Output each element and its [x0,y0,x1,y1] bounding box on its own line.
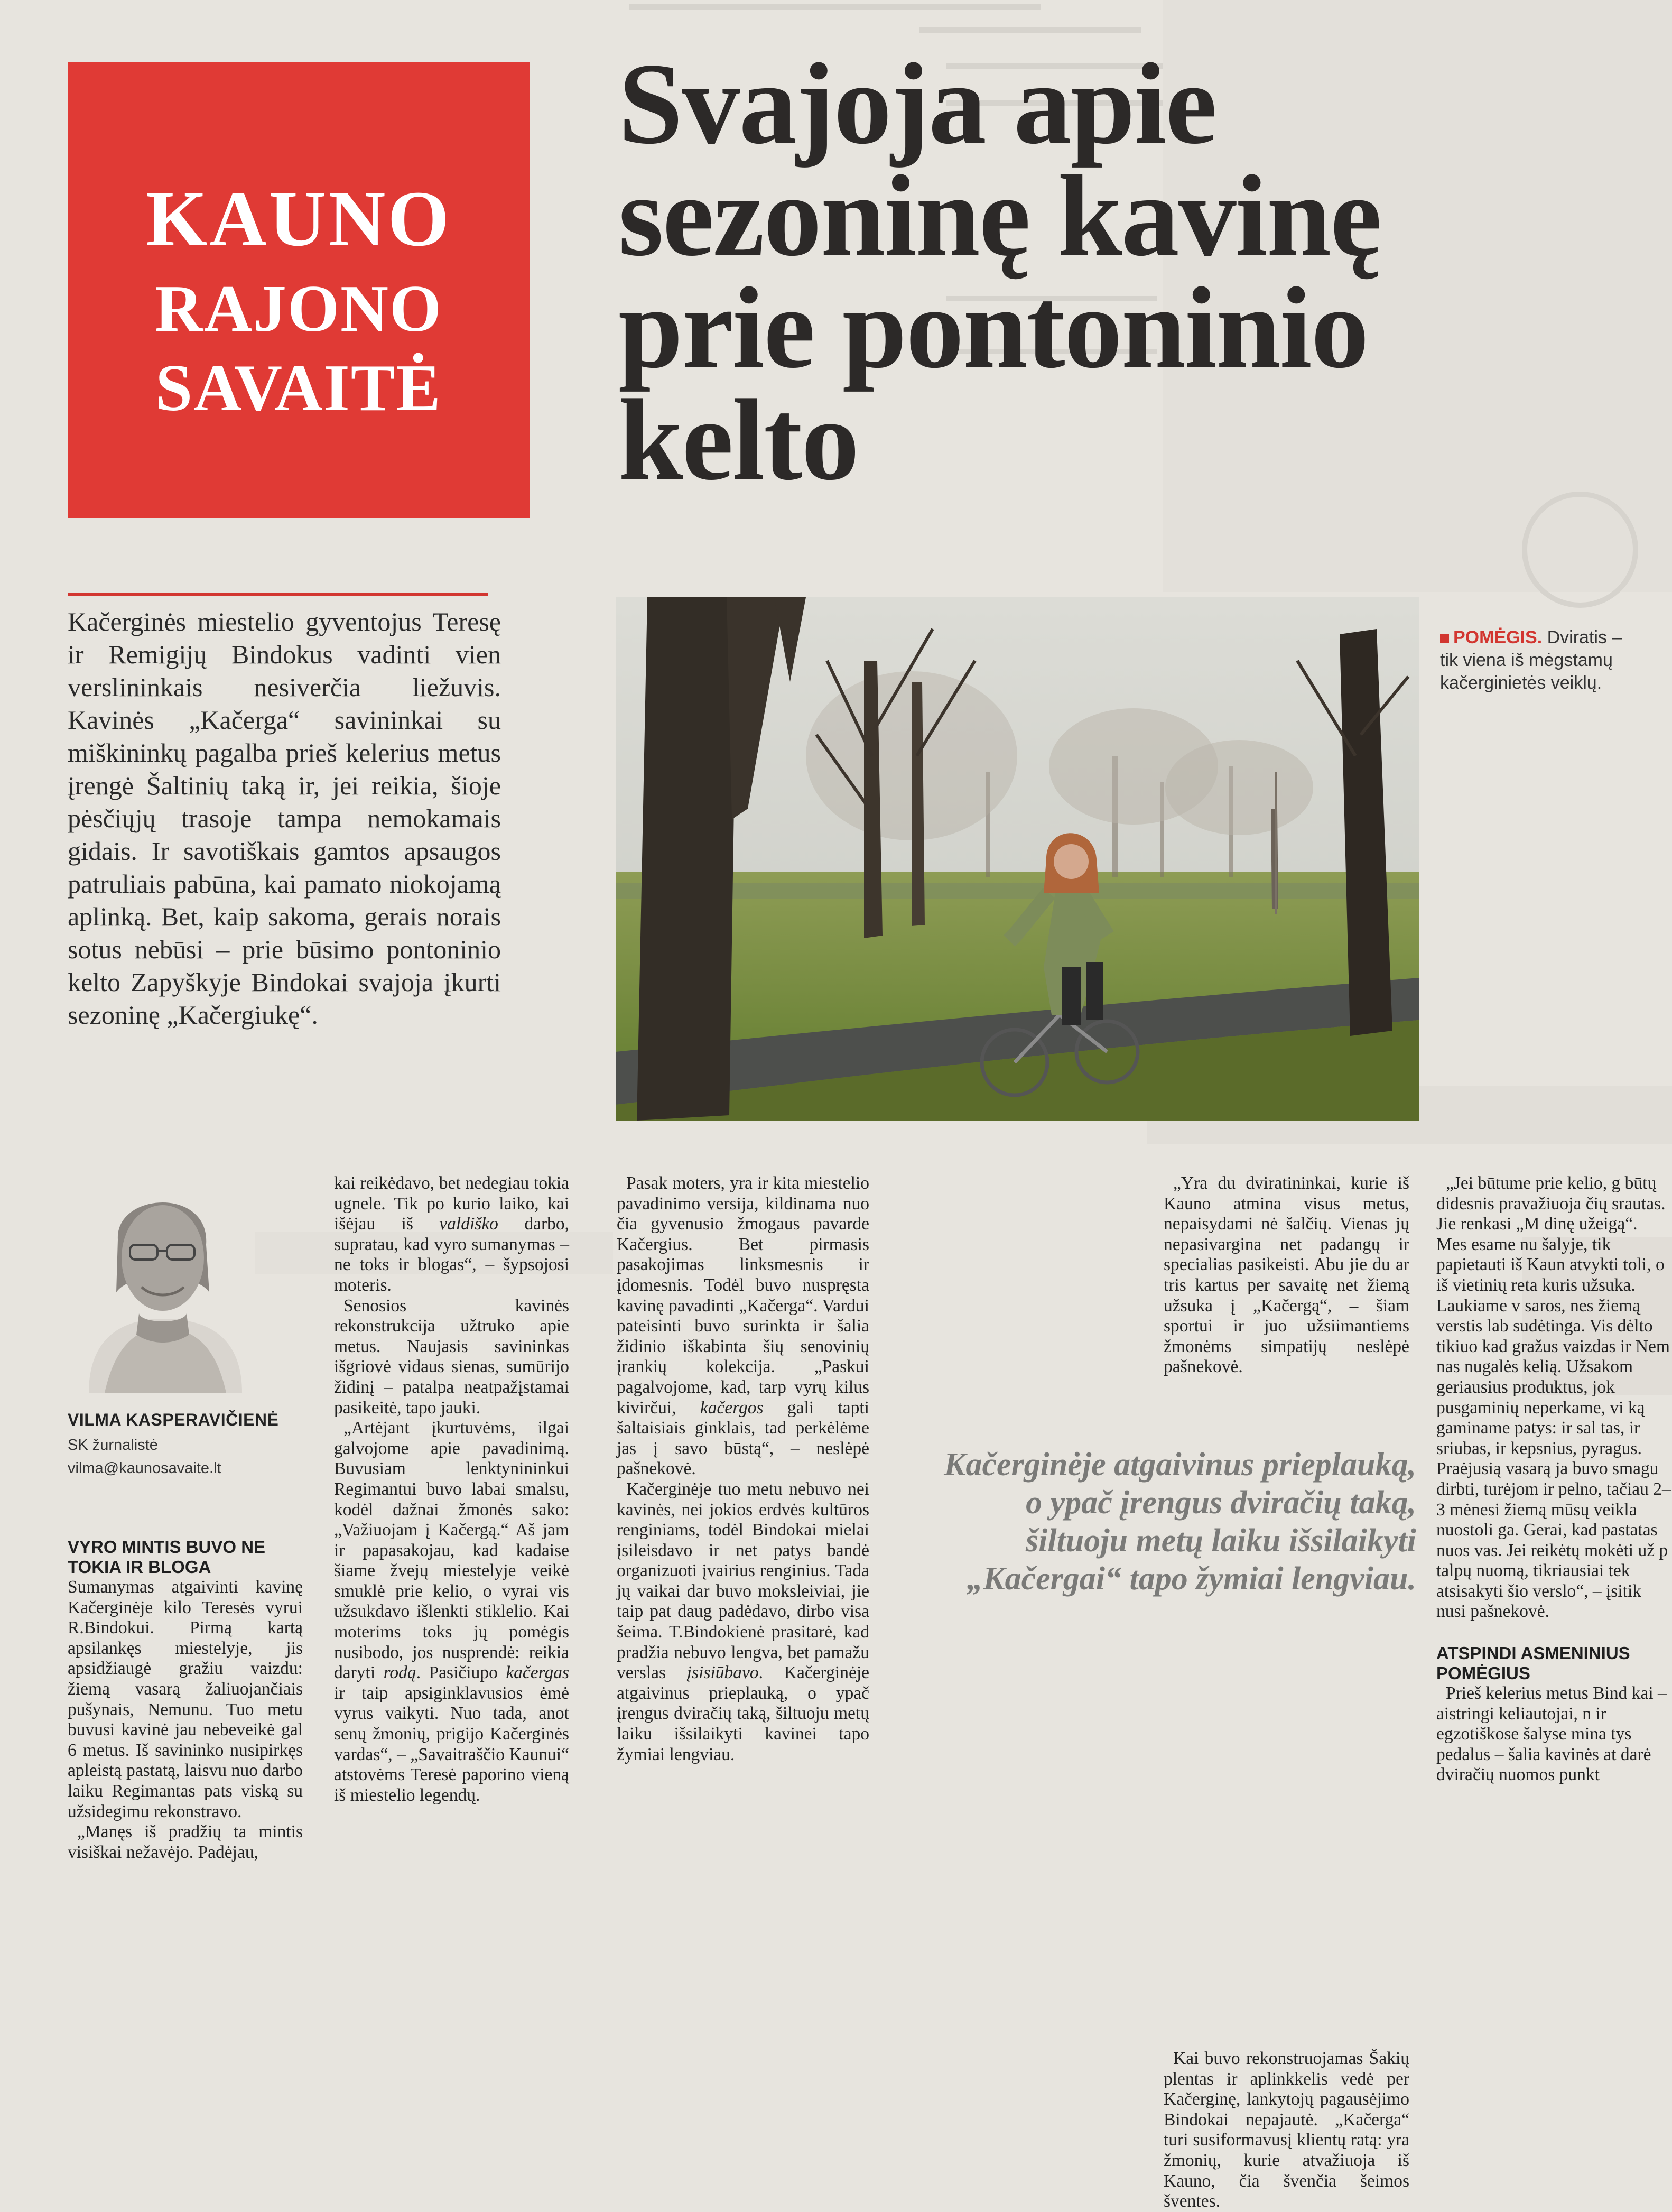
caption-text: Dviratis – tik viena iš mėgstamų kačerginietės veiklų. [1440,627,1622,693]
cyclist-photo [616,597,1419,1121]
emphasis: valdiško [439,1214,498,1234]
headline-line-4: kelto [618,375,859,504]
paragraph: Prieš kelerius metus Bind kai – aistringi keliautojai, n ir egzotiškose šalyse mina tys pedalus – šalia kavinės at darė dviračių nuomos punkt [1436,1683,1667,1785]
caption-marker-icon [1440,634,1449,643]
text-span: „Artėjant įkurtuvėms, ilgai galvojome apie pavadinimą. Buvusiam lenktynininkui Regimantui buvo labai smalsu, kodėl dažnai žmonės sako: „Važiuojam į Kačergą.“ Aš jam ir papasakojau, kad kadaise šiame žvejų miestelyje veikė smuklė prie kelio, o vyrai vis užsukdavo išlenkti stiklelio. Kai moterims toks jų pomėgis nusibodo, jos nusprendė: reikia daryti [334,1418,569,1683]
paragraph: Kai buvo rekonstruojamas Šakių plentas ir aplinkkelis vedė per Kačerginę, lankytojų pagausėjimo Bindokai nepajautė. „Kačerga“ turi susiformavusį klientų ratą: yra žmonių, kurie atvažiuoja iš Kauno, čia švenčia šeimos šventes. [1164,2048,1409,2211]
pull-quote: Kačerginėje atgaivinus prieplauką, o ypač įrengus dviračių taką, šiltuoju metų laiku išsilaikyti „Kačergai“ tapo žymiai lengviau. [944,1447,1416,1597]
text-span: kai reikėdavo, bet nedegiau tokia ugnele. Tik po kurio laiko, kai išėjau iš [334,1173,569,1234]
article-column-1 [68,1537,303,1863]
author-name: VILMA KASPERAVIČIENĖ [68,1410,279,1429]
text-span: Pasak moters, yra ir kita miestelio pavadinimo versija, kildinama nuo čia gyvenusio žmogaus pavarde Kačergius. Bet pirmasis pasakojimas linksmesnis ir įdomesnis. Todėl buvo nuspręsta kavinę pavadinti „Kačerga“. Vardui pateisinti buvo surinkta ir šalia židinio iškabinta šių senovinių įrankių kolekcija. „Paskui pagalvojome, kad, tarp vyrų kilus kivirčui, [617,1173,869,1418]
author-portrait-illustration [68,1165,255,1393]
headline-line-2: sezoninę kavinę [618,151,1381,280]
paragraph: Senosios kavinės rekonstrukcija užtruko apie metus. Naujasis savininkas išgriovė vidaus sienas, sumūrijo židinį – patalpa neatpažįstamai pasikeitė, tapo jauki. [334,1295,569,1418]
headline-line-3: prie pontoninio [618,263,1368,392]
emphasis: rodą [383,1663,416,1683]
masthead-box [68,62,530,518]
article-headline [618,39,1622,504]
masthead-line-2: RAJONO [155,272,442,346]
text-span: ir taip apsiginklavusios ėmė vyrus vaikyti. Nuo tada, anot senų žmonių, prigijo Kačerginės vardas“, – „Savaitraščio Kaunui“ atstovėms Teresė paporino vieną iš miestelio legendų. [334,1683,569,1805]
paragraph [617,1173,869,1479]
text-span: Kačerginėje tuo metu nebuvo nei kavinės, nei jokios erdvės kultūros renginiams, todėl Bindokai mielai įsileisdavo ir net patys bandė organizuoti įvairius renginius. Tada jų vaikai dar buvo moksleiviai, jie taip pat daug padėdavo, dirbo visa šeima. T.Bindokienė prasitarė, kad pradžia nebuvo lengva, bet pamažu verslas [617,1479,869,1683]
cyclist-photo-illustration [616,597,1419,1121]
article-column-3 [617,1173,869,1765]
paragraph [617,1479,869,1765]
paragraph: „Yra du dviratininkai, kurie iš Kauno atmina visus metus, nepaisydami nė šalčių. Vienas jų nepasivargina net padangų ir specialias pasikeisti. Abu jie du ar tris kartus per savaitę net žiemą užsuka į „Kačergą“, – šiam sportui ir juo užsiimantiems žmonėms simpatijų neslėpė pašnekovė. [1164,1173,1409,1377]
masthead-line-3: SAVAITĖ [155,351,442,425]
emphasis: kačergas [506,1663,569,1683]
paragraph: Sumanymas atgaivinti kavinę Kačerginėje kilo Teresės vyrui R.Bindokui. Pirmą kartą apsilankęs miestelyje, jis apsidžiaugė gražiu vaizdu: žiemą vasarą žaliuojančiais pušynais, Nemunu. Tuo metu buvusi kavinė jau nebeveikė gal 6 metus. Iš savininko nusipirkęs apleistą pastatą, laisvu nuo darbo laiku Regimantas pats viską su užsidegimu rekonstravo. [68,1577,303,1821]
text-span: darbo, supratau, kad vyro sumanymas – ne toks ir blogas“, – šypsojosi moteris. [334,1214,569,1295]
author-role: SK žurnalistė [68,1437,158,1454]
subheading-2: ATSPINDI ASMENINIUS POMĖGIUS [1436,1643,1630,1683]
author-portrait [68,1165,255,1393]
text-span: . Pasičiupo [416,1663,506,1683]
text-span: gali tapti šaltaisiais ginklais, tad perkėlėme jas į savo būstą“, – neslėpė pašnekovė. [617,1397,869,1479]
photo-caption [1440,626,1630,695]
author-email-link[interactable]: vilma@kaunosavaite.lt [68,1460,221,1477]
article-column-5 [1436,1173,1672,1785]
paragraph: „Manęs iš pradžių ta mintis visiškai nežavėjo. Padėjau, [68,1822,303,1862]
subheading-1: VYRO MINTIS BUVO NE TOKIA IR BLOGA [68,1537,266,1577]
paragraph: „Jei būtume prie kelio, g būtų didesnis pravažiuoja čių srautas. Jie renkasi „M dinę užeigą“. Mes esame nu šalyje, tik papietauti iš Kaun atvykti toli, o iš vietinių reta kuris užsuka. Laukiame v saros, nes žiemą verstis lab sudėtinga. Vis dėlto tikiuo kad gražus vaizdas ir Nem nas nugalės kelią. Užsakom geriausius produktus, jok pusgaminių neperkame, vi ką gaminame patys: ir sal tas, ir sriubas, ir kepsnius, pyragus. Praėjusią vasarą ja buvo smagu dirbti, turėjom ir pelno, tačiau 2–3 mėnesi žiemą mūsų veikla nuostoli ga. Gerai, kad pastatas nuos vas. Jei reikėtų mokėti už p talpų nuomą, tikriausiai tek atsisakyti šio verslo“, – įsitik nusi pašnekovė. [1436,1173,1671,1622]
paragraph [334,1418,569,1806]
lead-paragraph: Kačerginės miestelio gyventojus Teresę ir Remigijų Bindokus vadinti vien verslininkais nesiverčia liežuvis. Kavinės „Kačerga“ savininkai su miškininkų pagalba prieš kelerius metus įrengė Šaltinių taką ir, jei reikia, šioje pėsčiųjų trasoje tampa nemokamais gidais. Ir savotiškais gamtos apsaugos patruliais pabūna, kai pamato niokojamą aplinką. Bet, kaip sakoma, gerais norais sotus nebūsi – prie būsimo pontoninio kelto Zapyškyje Bindokai svajoja įkurti sezoninę „Kačergiukę“. [68,607,501,1030]
emphasis: kačergos [700,1397,764,1418]
headline-line-1: Svajoja apie [618,39,1216,168]
masthead-line-1: KAUNO [145,175,452,263]
lead-divider [68,593,488,596]
text-span: . Kačerginėje atgaivinus prieplauką, o ypač įrengus dviračių taką, šiltuoju metų laiku išsilaikyti kavinei tapo žymiai lengviau. [617,1663,870,1764]
caption-keyword: POMĖGIS. [1453,627,1543,647]
paragraph [334,1173,569,1296]
emphasis: įsisiūbavo [686,1663,759,1683]
article-column-2 [334,1173,569,1806]
article-column-4 [1164,1173,1409,2212]
